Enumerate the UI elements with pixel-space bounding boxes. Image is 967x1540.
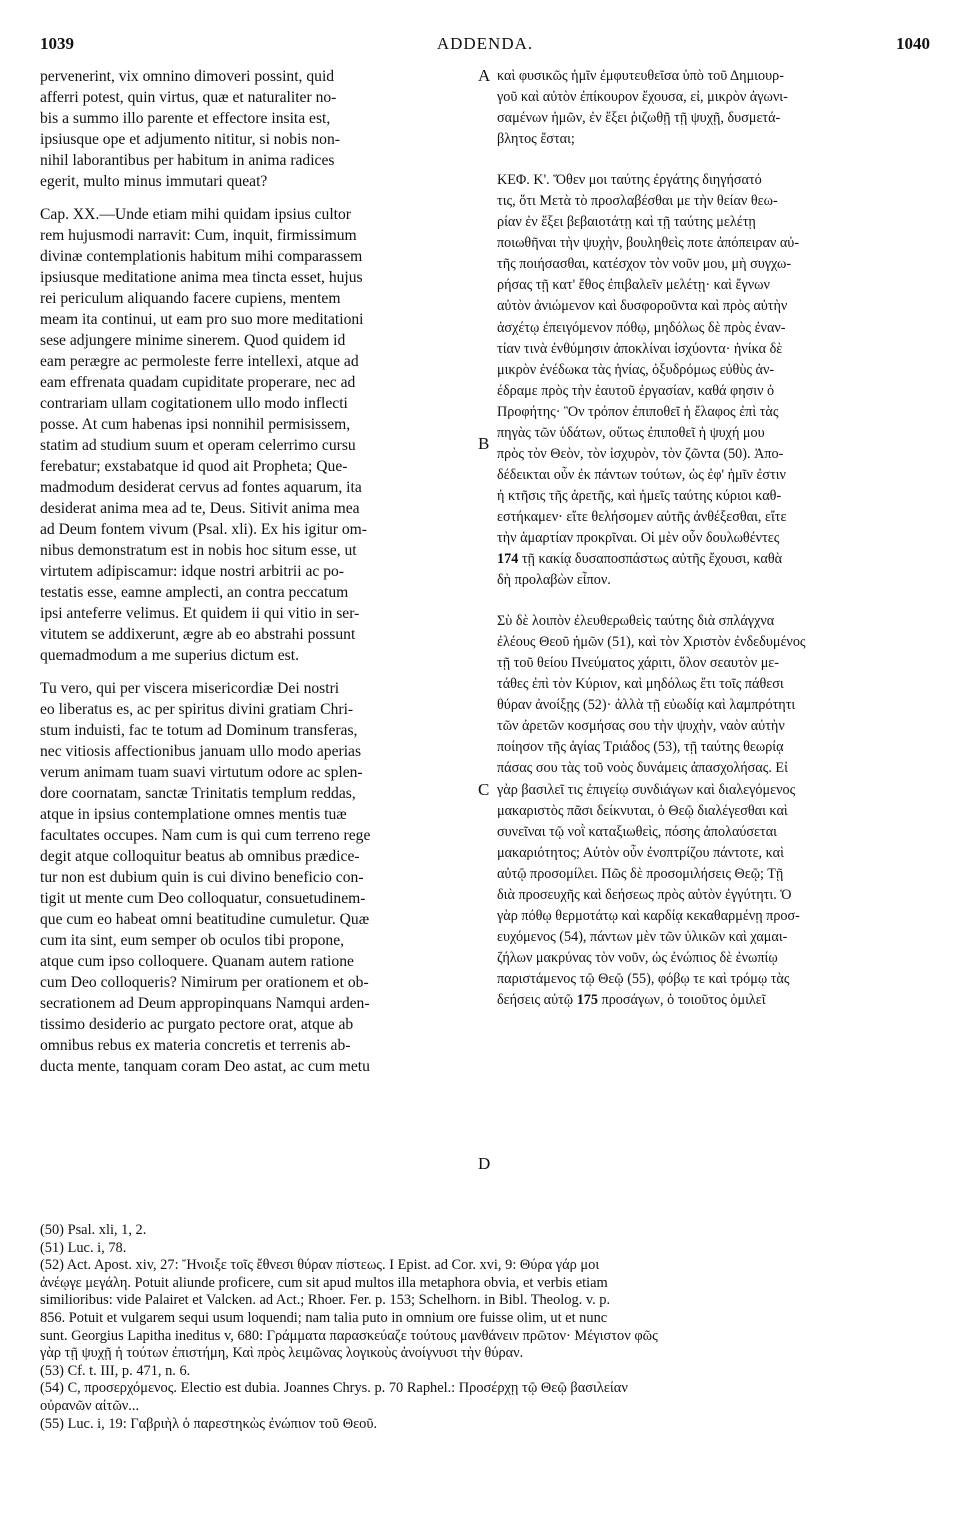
greek-line: ευχόμενος (54), πάντων μὲν τῶν ὑλικῶν καὶ χαμαι- xyxy=(497,928,788,945)
greek-line: ΚΕΦ. Κ'. Ὅθεν μοι ταύτης ἐργάτης διηγήσατό xyxy=(497,172,762,189)
greek-line: ποίησον τῆς ἁγίας Τριάδος (53), τῇ ταύτης θεωρίᾳ xyxy=(497,739,784,756)
latin-line: eo liberatus es, ac per spiritus divini gratiam Chri- xyxy=(40,701,354,718)
greek-line: δὴ προλαβὼν εἶπον. xyxy=(497,572,611,589)
latin-line: posse. At cum habenas ipsi nonnihil permisissem, xyxy=(40,416,351,433)
footnote-line: (51) Luc. i, 78. xyxy=(40,1239,127,1256)
greek-line: εστήκαμεν· εἴτε θελήσομεν αὐτῆς ἀνθέξεσθαι, εἴτε xyxy=(497,508,787,525)
latin-line: omnibus rebus ex materia concretis et terrenis ab- xyxy=(40,1037,351,1054)
greek-line: τίαν τινὰ ἐνθύμησιν ἀποκλίναι ἰσχύοντα· ἡνίκα δὲ xyxy=(497,340,783,357)
section-marker-b: B xyxy=(478,434,490,453)
greek-line: έδραμε πρὸς τὴν ἑαυτοῦ ἐργασίαν, καθά φησιν ὁ xyxy=(497,382,775,399)
greek-line: μακαριστὸς πᾶσι δείκνυται, ὁ Θεῷ διαλέγεσθαι καὶ xyxy=(497,802,788,819)
latin-line: ipsiusque meditatione anima mea tincta esset, hujus xyxy=(40,269,363,286)
latin-line: testatis esse, eamne amplecti, an contra peccatum xyxy=(40,584,349,601)
greek-line: ρήσας τῇ κατ' ἔθος ἐπιβαλεῖν μελέτῃ· καὶ ἔγνων xyxy=(497,277,770,294)
greek-line: καὶ φυσικῶς ἡμῖν ἐμφυτευθεῖσα ὑπὸ τοῦ Δημιουρ- xyxy=(497,68,784,84)
latin-line: ipsi anteferre velimus. Et quidem ii qui vitio in ser- xyxy=(40,605,360,622)
folio-number: 174 xyxy=(497,551,519,568)
running-title: ADDENDA. xyxy=(436,34,534,53)
section-marker-c: C xyxy=(478,780,490,799)
greek-line: αὐτὸν ἀνιώμενον καὶ δυσφοροῦντα καὶ πρὸς αὐτὴν xyxy=(497,298,788,315)
latin-line: statim ad studium suum et operam celerrimo cursu xyxy=(40,437,356,454)
greek-line: ποιωθῆναι τὴν ψυχὴν, βουληθεὶς ποτε ἀπόπειραν αὐ- xyxy=(497,235,800,252)
latin-line: ipsiusque ope et adjumento nititur, si nobis non- xyxy=(40,131,340,148)
greek-line: τις, ὅτι Μετὰ τὸ προσλαβέσθαι με τὴν θείαν θεω- xyxy=(497,193,778,210)
page-header xyxy=(40,34,930,58)
latin-column xyxy=(40,66,474,1077)
paragraph-gap xyxy=(497,591,931,611)
greek-line: γὰρ βασιλεῖ τις ἐπιγείῳ συνδιάγων καὶ διαλεγόμενος xyxy=(497,781,796,798)
footnote-line: (55) Luc. i, 19: Γαβριὴλ ὁ παρεστηκὼς ἐνώπιον τοῦ Θεοῦ. xyxy=(40,1415,378,1432)
latin-line: afferri potest, quin virtus, quæ et naturaliter no- xyxy=(40,89,337,106)
latin-line: divinæ contemplationis habitum mihi comparassem xyxy=(40,248,363,265)
footnotes xyxy=(40,1222,930,1433)
footnote-line: (50) Psal. xli, 1, 2. xyxy=(40,1222,147,1238)
latin-line: vitutem se addixerunt, ægre ab eo abstrahi possunt xyxy=(40,626,356,643)
footnote-line: (54) C, προσερχόμενος. Electio est dubia. Joannes Chrys. p. 70 Raphel.: Προσέρχῃ τῷ Θεῷ βασιλείαν xyxy=(40,1380,628,1397)
latin-line: nihil laborantibus per habitum in anima radices xyxy=(40,152,335,169)
latin-line: que cum eo habeat omni beatitudine cumuletur. Quæ xyxy=(40,911,370,928)
greek-line: ἡ κτῆσις τῆς ἀρετῆς, καὶ ἡμεῖς ταύτης κύριοι καθ- xyxy=(497,487,782,504)
paragraph-gap xyxy=(40,192,474,204)
greek-line: ἐλέους Θεοῦ ἡμῶν (51), καὶ τὸν Χριστὸν ἐνδεδυμένος xyxy=(497,634,806,651)
latin-line: nec vitiosis affectionibus januam ullo modo aperias xyxy=(40,743,362,760)
latin-line: Tu vero, qui per viscera misericordiæ Dei nostri xyxy=(40,680,340,697)
footnote-line: γὰρ τῇ ψυχῇ ἡ τούτων ἐπιστήμη, Καὶ πρὸς λειμῶνας λογικοὺς ἀνοίγνυσι τὴν θύραν. xyxy=(40,1345,524,1362)
latin-line: desiderat anima mea ad te, Deus. Sitivit anima mea xyxy=(40,500,360,517)
latin-line: dore coornatam, sanctæ Trinitatis templum reddas, xyxy=(40,785,356,802)
footnote-line: οὐρανῶν αἰτῶν... xyxy=(40,1397,140,1414)
latin-line: bis a summo illo parente et effectore insita est, xyxy=(40,110,331,127)
footnote-line: (52) Act. Apost. xiv, 27: Ἤνοιξε τοῖς ἔθνεσι θύραν πίστεως. I Epist. ad Cor. xvi, 9: Θύρα γάρ μοι xyxy=(40,1257,600,1274)
section-marker-a: A xyxy=(478,66,491,85)
latin-line: nibus demonstratum est in nobis hoc situm esse, ut xyxy=(40,542,357,559)
greek-line: ζήλων μακρύνας τὸν νοῦν, ὡς ἐνώπιος δὲ ἐνωπίῳ xyxy=(497,949,778,966)
greek-line: δεήσεις αὐτῷ 175 προσάγων, ὁ τοιοῦτος ὁμιλεῖ xyxy=(497,991,766,1008)
latin-line: ad Deum fontem vivum (Psal. xli). Ex his igitur om- xyxy=(40,521,367,538)
latin-line: atque cum ipso colloquere. Quanam autem ratione xyxy=(40,953,354,970)
latin-line: contrariam ullam cogitationem ullo modo inflecti xyxy=(40,395,348,412)
greek-line: μικρὸν ἐνέδωκα τὰς ἡνίας, ὀξυδρόμως εὐθὺς ἀν- xyxy=(497,361,775,378)
footnote-line: 856. Potuit et vulgarem sequi usum loquendi; nam talia puto in omnium ore fuisse olim, ut et nunc xyxy=(40,1309,608,1326)
greek-line: θύραν ἀνοίξῃς (52)· ἀλλὰ τῇ εὐωδίᾳ καὶ λαμπρότητι xyxy=(497,697,796,714)
paragraph-gap xyxy=(497,150,931,170)
latin-line: cum ita sint, eum semper ob oculos tibi propone, xyxy=(40,932,345,949)
footnote-line: ἀνέῳγε μεγάλη. Potuit aliunde proficere, cum sit apud multos illa metaphora obvia, et verbis etiam xyxy=(40,1274,608,1291)
latin-line: sese adjungere minime sinerem. Quod quidem id xyxy=(40,332,346,349)
latin-line: rem hujusmodi narravit: Cum, inquit, firmissimum xyxy=(40,227,357,244)
latin-line: eam perægre ac permoleste ferre intellexi, atque ad xyxy=(40,353,359,370)
greek-line: συνεῖναι τῷ νοῒ καταξιωθεὶς, πόσης ἀπολαύσεται xyxy=(497,823,777,840)
latin-line: meam ita continui, ut eam pro suo more meditationi xyxy=(40,311,364,328)
footnote-line: sunt. Georgius Lapitha ineditus v, 680: Γράμματα παρασκεύαζε τούτους μανθάνειν πρῶτον· Μέγιστον φῶς xyxy=(40,1327,658,1344)
greek-line: 174 τῇ κακίᾳ δυσαποσπάστως αὐτῆς ἔχουσι, καθὰ xyxy=(497,551,783,568)
greek-line: μακαριότητος; Αὐτὸν οὖν ἐνοπτρίζου πάντοτε, καὶ xyxy=(497,844,784,861)
greek-line: πηγὰς τῶν ὑδάτων, οὕτως ἐπιποθεῖ ἡ ψυχή μου xyxy=(497,424,765,441)
footnote-line: (53) Cf. t. III, p. 471, n. 6. xyxy=(40,1362,191,1379)
latin-line: rei periculum aliquando facere cupiens, mentem xyxy=(40,290,341,307)
section-marker-d: D xyxy=(478,1154,491,1173)
latin-line: facultates occupes. Nam cum is qui cum terreno rege xyxy=(40,827,371,844)
greek-column xyxy=(497,66,931,1011)
latin-line: ducta mente, tanquam coram Deo astat, ac cum metu xyxy=(40,1058,370,1075)
greek-line: γὰρ πόθῳ θερμοτάτῳ καὶ καρδίᾳ κεκαθαρμένῃ προσ- xyxy=(497,907,800,924)
greek-line: γοῦ καὶ αὐτὸν ἐπίκουρον ἔχουσα, εἰ, μικρὸν ἀγωνι- xyxy=(497,89,788,106)
greek-line: αὐτῷ προσομίλει. Πῶς δὲ προσομιλήσεις Θεῷ; Τῇ xyxy=(497,865,784,882)
latin-line: pervenerint, vix omnino dimoveri possint, quid xyxy=(40,68,335,85)
latin-line: tissimo desiderio ac purgato pectore orat, atque ab xyxy=(40,1016,354,1033)
greek-line: πάσας σου τὰς τοῦ νοὸς δυνάμεις ἀπασχολήσας. Εἰ xyxy=(497,760,788,777)
greek-line: παριστάμενος τῷ Θεῷ (55), φόβῳ τε καὶ τρόμῳ τὰς xyxy=(497,970,790,987)
greek-line: Σὺ δὲ λοιπὸν ἐλευθερωθεὶς ταύτης διὰ σπλάγχνα xyxy=(497,613,775,630)
latin-line: verum animam tuam suavi virtutum odore ac splen- xyxy=(40,764,363,781)
latin-line: eam effrenata quadam cupiditate properare, nec ad xyxy=(40,374,356,391)
latin-line: stum induisti, fac te totum ad Dominum transferas, xyxy=(40,722,358,739)
greek-line: Προφήτης· Ὃν τρόπον ἐπιποθεῖ ἡ ἔλαφος ἐπὶ τὰς xyxy=(497,403,779,420)
latin-line: tigit ut mente cum Deo colloquatur, consuetudinem- xyxy=(40,890,366,907)
greek-line: ἀσχέτῳ ἐπειγόμενον πόθῳ, μηδόλως δὲ πρὸς ἐναν- xyxy=(497,319,786,336)
greek-line: διὰ προσευχῆς καὶ δεήσεως πρὸς αὐτὸν ἐγγύτητι. Ὁ xyxy=(497,886,792,903)
greek-line: σαμένων ἡμῶν, ἐν ἕξει ῥιζωθῇ τῇ ψυχῇ, δυσμετά- xyxy=(497,110,781,127)
latin-line: tur non est dubium quin is cui divino beneficio con- xyxy=(40,869,364,886)
greek-line: δέδεικται οὖν ἐκ πάντων τούτων, ὡς ἐφ' ἡμῖν ἐστιν xyxy=(497,466,786,483)
greek-line: ρίαν ἐν ἕξει βεβαιοτάτῃ καὶ τῇ ταύτης μελέτῃ xyxy=(497,214,756,231)
left-page-number: 1039 xyxy=(40,34,74,53)
greek-line: πρὸς τὸν Θεὸν, τὸν ἰσχυρὸν, τὸν ζῶντα (50). Ἀπο- xyxy=(497,445,784,462)
paragraph-gap xyxy=(40,666,474,678)
latin-line: atque in ipsius contemplatione omnes mentis tuæ xyxy=(40,806,347,823)
greek-line: τῶν ἀρετῶν κοσμήσας σου τὴν ψυχὴν, ναὸν αὐτὴν xyxy=(497,718,785,735)
greek-line: τῆς ποιήσασθαι, κατέσχον τὸν νοῦν μου, μὴ συγχω- xyxy=(497,256,792,273)
right-page-number: 1040 xyxy=(896,34,930,53)
latin-line: secrationem ad Deum appropinquans Namqui arden- xyxy=(40,995,370,1012)
latin-line: virtutem adipiscamur: idque nostri arbitrii ac po- xyxy=(40,563,344,580)
greek-line: βλητος ἔσται; xyxy=(497,131,575,148)
latin-line: madmodum desiderat cervus ad fontes aquarum, ita xyxy=(40,479,362,496)
latin-line: cum Deo colloqueris? Nimirum per orationem et ob- xyxy=(40,974,369,991)
latin-line: egerit, multo minus immutari queat? xyxy=(40,173,268,190)
latin-line: Cap. XX.—Unde etiam mihi quidam ipsius cultor xyxy=(40,206,351,223)
folio-number: 175 xyxy=(576,991,598,1008)
greek-line: τάθες ἐπὶ τὸν Κύριον, καὶ μηδόλως ἔτι τοῖς πάθεσι xyxy=(497,676,784,693)
greek-line: τὴν ἁμαρτίαν προκρῖναι. Οἱ μὲν οὖν δουλωθέντες xyxy=(497,529,780,546)
footnote-line: similioribus: vide Palairet et Valcken. ad Act.; Rhoer. Fer. p. 153; Schelhorn. in Bibl. Theolog. v. p. xyxy=(40,1292,611,1309)
latin-line: quemadmodum a me superius dictum est. xyxy=(40,647,299,664)
latin-line: ferebatur; exstabatque id quod ait Propheta; Que- xyxy=(40,458,348,475)
greek-line: τῇ τοῦ θείου Πνεύματος χάριτι, ὅλον σεαυτὸν με- xyxy=(497,655,779,672)
latin-line: degit atque colloquitur beatus ab omnibus prædice- xyxy=(40,848,360,865)
